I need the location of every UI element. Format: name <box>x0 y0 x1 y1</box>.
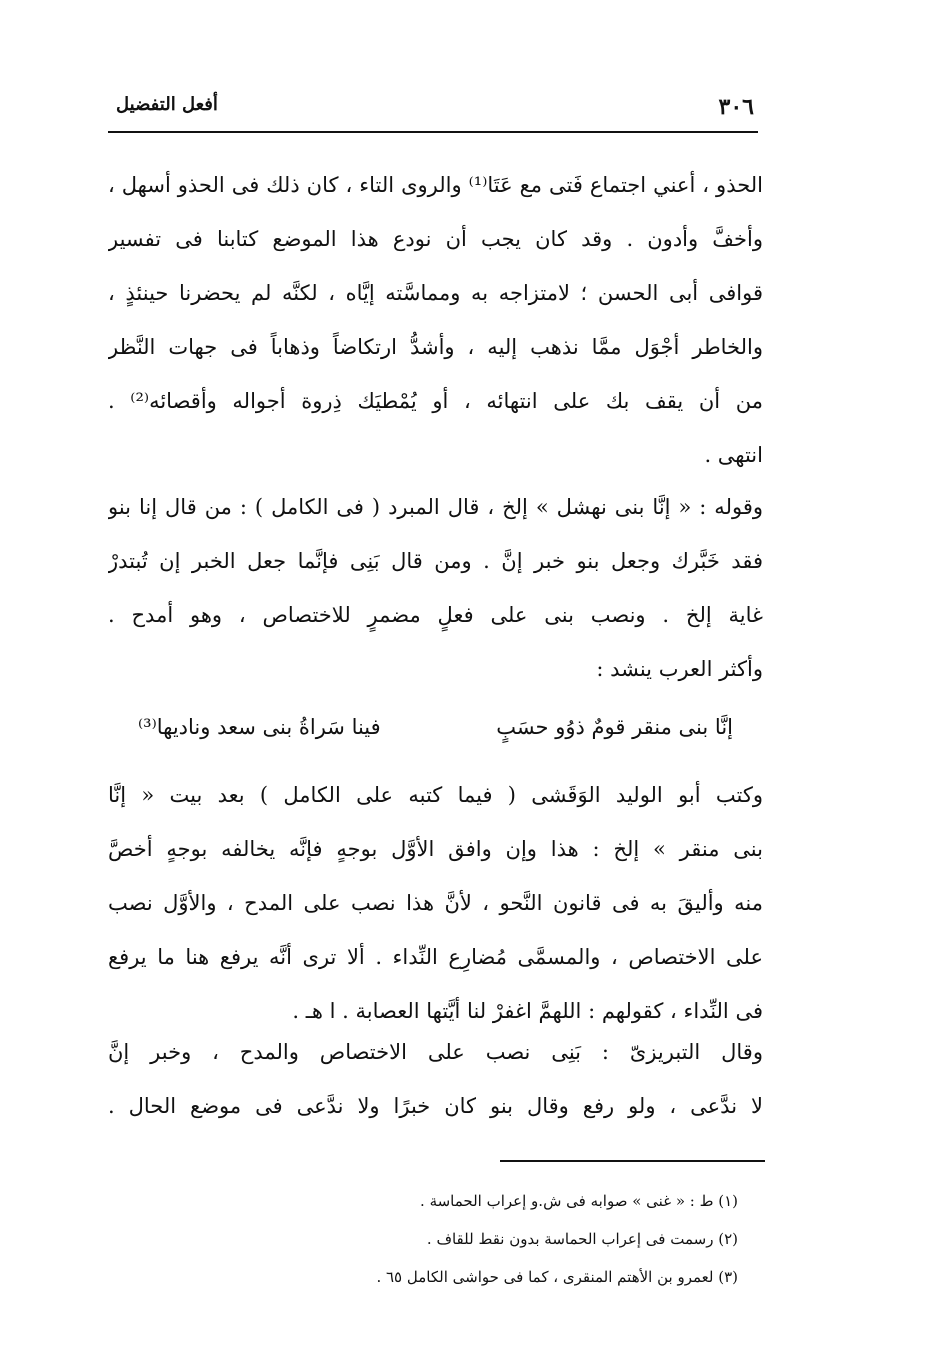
paragraph-1 <box>108 158 763 482</box>
paragraph-line: انتهى . <box>704 443 763 467</box>
footnote-rule <box>500 1160 765 1162</box>
paragraph-line: قوافى أبى الحسن ؛ لامتزاجه به ومماسَّته إيَّاه ، لكنَّه لم يحضرنا حينئذٍ ، <box>108 281 763 305</box>
paragraph-4 <box>108 1025 763 1133</box>
footnote-1: (١) ط : « غنى » صوابه فى ش.و إعراب الحماسة . <box>420 1192 738 1210</box>
paragraph-2 <box>108 480 763 696</box>
footnote-3: (٣) لعمرو بن الأهتم المنقرى ، كما فى حواشى الكامل ٦٥ . <box>376 1268 738 1286</box>
paragraph-line: والخاطر أجْوَل ممَّا نذهب إليه ، وأشدُّ ارتكاضاً وذهاباً فى جهات النَّظر <box>108 335 763 359</box>
verse-first-hemistich: إنَّا بنى منقر قومٌ ذوُو حسَبٍ <box>496 715 733 739</box>
paragraph-line: وأخفَّ وأدون . وقد كان يجب أن نودع هذا الموضع كتابنا فى تفسير <box>108 227 763 251</box>
paragraph-line: فى النِّداء ، كقولهم : اللهمَّ اغفرْ لنا أيَّتها العصابة . ا هـ . <box>292 999 763 1023</box>
paragraph-line: لا ندَّعى ، ولو رفع وقال بنو كان خبرًا ولا ندَّعى فى موضع الحال . <box>108 1094 763 1118</box>
paragraph-line: غاية إلخ . ونصب بنى على فعلٍ مضمرٍ للاختصاص ، وهو أمدح . <box>108 603 763 627</box>
paragraph-line: وأكثر العرب ينشد : <box>596 657 763 681</box>
paragraph-line: بنى منقر » إلخ : هذا وإن وافق الأوَّل بوجهٍ فإنَّه يخالفه بوجهٍ أخصَّ <box>108 837 763 861</box>
running-title: أفعل التفضيل <box>116 94 218 115</box>
page-header <box>108 92 758 128</box>
paragraph-line: على الاختصاص ، والمسمَّى مُضارِع النِّداء . ألا ترى أنَّه يرفع هنا ما يرفع <box>108 945 763 969</box>
header-rule <box>108 131 758 133</box>
paragraph-line: فقد خَبَّرك وجعل بنو خبر إنَّ . ومن قال بَنِى فإنَّما جعل الخبر إن تُبتدرْ <box>108 549 763 573</box>
paragraph-line: وقال التبريزىّ : بَنِى نصب على الاختصاص والمدح ، وخبر إنَّ <box>108 1040 763 1064</box>
paragraph-line: من أن يقف بك على انتهائه ، أو يُمْطيَك ذِروة أجواله وأقصائه⁽²⁾ . <box>108 389 763 413</box>
paragraph-3 <box>108 768 763 1038</box>
paragraph-line: منه وأليقَ به فى قانون النَّحو ، لأنَّ هذا نصب على المدح ، والأوَّل نصب <box>108 891 763 915</box>
footnote-2: (٢) رسمت فى إعراب الحماسة بدون نقط للقاف . <box>426 1230 738 1248</box>
paragraph-line: الحذو ، أعني اجتماع فَتى مع عَتَا⁽¹⁾ والروى التاء ، كان ذلك فى الحذو أسهل ، <box>108 173 763 197</box>
paragraph-line: وقوله : « إنَّا بنى نهشل » إلخ ، قال المبرد ( فى الكامل ) : من قال إنا بنو <box>108 495 763 519</box>
footnotes <box>108 1182 738 1296</box>
page-number: ٣٠٦ <box>718 94 754 120</box>
verse-second-hemistich: فينا سَراةُ بنى سعد وناديها⁽³⁾ <box>138 715 381 739</box>
paragraph-line: وكتب أبو الوليد الوَقَشى ( فيما كتبه على الكامل ) بعد بيت « إنَّا <box>108 783 763 807</box>
poetry-verse <box>108 700 763 754</box>
